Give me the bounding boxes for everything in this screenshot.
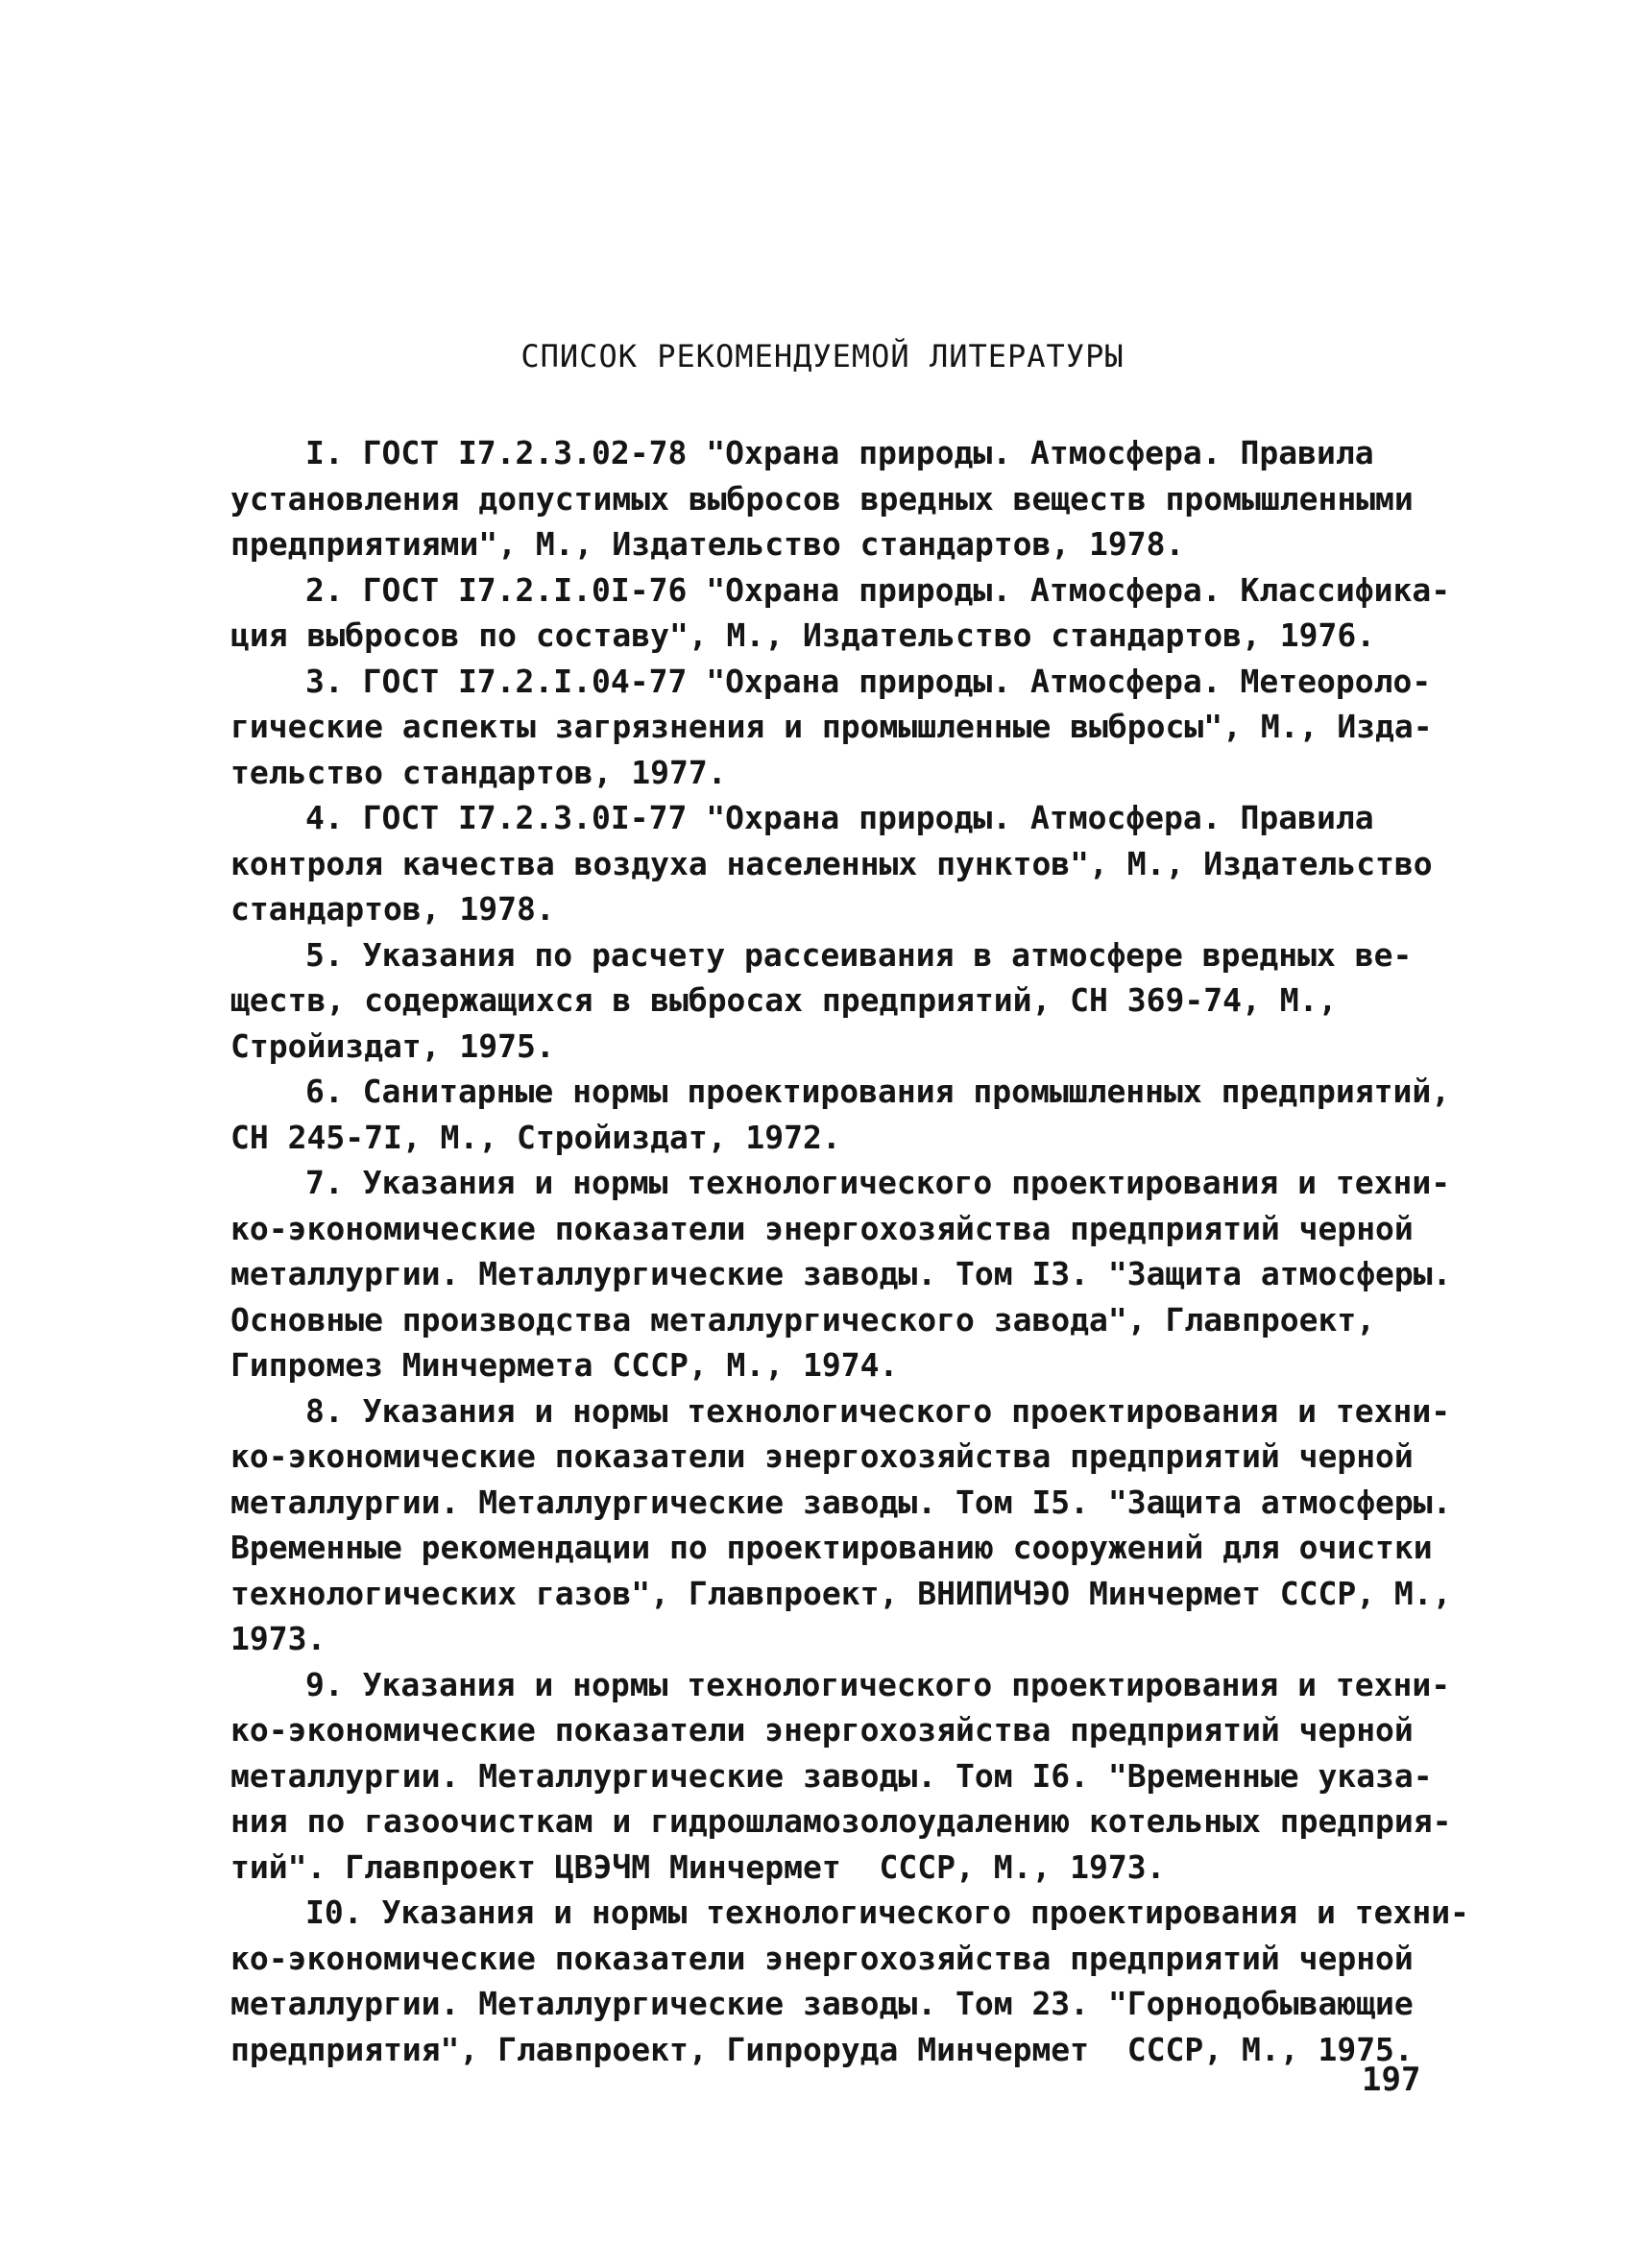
reference-line: 1973.	[230, 1620, 327, 1657]
reference-line: металлургии. Металлургические заводы. Том I6. "Временные указа-	[230, 1756, 1433, 1795]
reference-line: Временные рекомендации по проектированию сооружений для очистки	[230, 1529, 1433, 1566]
reference-line: 7. Указания и нормы технологического проектирования и техни-	[305, 1164, 1451, 1201]
reference-line: ко-экономические показатели энергохозяйства предприятий черной	[230, 1939, 1414, 1977]
page-title: СПИСОК РЕКОМЕНДУЕМОЙ ЛИТЕРАТУРЫ	[520, 338, 1125, 374]
reference-item	[230, 430, 1440, 567]
reference-line: стандартов, 1978.	[230, 890, 555, 928]
reference-line: 9. Указания и нормы технологического проектирования и техни-	[305, 1665, 1451, 1703]
reference-item	[230, 795, 1440, 932]
reference-line: ко-экономические показатели энергохозяйства предприятий черной	[230, 1711, 1414, 1749]
reference-item	[230, 659, 1440, 796]
reference-line: металлургии. Металлургические заводы. Том I3. "Защита атмосферы.	[230, 1255, 1452, 1292]
reference-item	[230, 1388, 1452, 1662]
reference-line: металлургии. Металлургические заводы. Том 23. "Горнодобывающие	[230, 1985, 1414, 2022]
reference-list	[230, 430, 1469, 2072]
reference-item	[230, 567, 1451, 659]
reference-line: ния по газоочисткам и гидрошламозолоудалению котельных предприя-	[230, 1802, 1452, 1840]
reference-line: тий". Главпроект ЦВЭЧМ Минчермет СССР, М., 1973.	[230, 1847, 1166, 1886]
reference-item	[230, 1890, 1469, 2072]
page-number: 197	[1362, 2061, 1421, 2099]
reference-line: ко-экономические показатели энергохозяйства предприятий черной	[230, 1437, 1414, 1475]
reference-line: Стройиздат, 1975.	[230, 1026, 555, 1065]
reference-line: тельство стандартов, 1977.	[230, 753, 727, 791]
reference-item	[230, 1662, 1452, 1891]
reference-line: 8. Указания и нормы технологического проектирования и техни-	[305, 1391, 1451, 1430]
reference-line: 2. ГОСТ I7.2.I.0I-76 "Охрана природы. Атмосфера. Классифика-	[305, 570, 1451, 609]
reference-line: Основные производства металлургического завода", Главпроект,	[230, 1300, 1376, 1339]
reference-line: гические аспекты загрязнения и промышленные выбросы", М., Изда-	[230, 708, 1433, 745]
reference-line: ко-экономические показатели энергохозяйства предприятий черной	[230, 1209, 1414, 1247]
reference-line: 5. Указания по расчету рассеивания в атмосфере вредных ве-	[305, 935, 1413, 974]
reference-item	[230, 932, 1440, 1070]
reference-line: ществ, содержащихся в выбросах предприятий, СН 369-74, М.,	[230, 981, 1338, 1019]
reference-item	[230, 1069, 1451, 1160]
reference-line: 3. ГОСТ I7.2.I.04-77 "Охрана природы. Атмосфера. Метеороло-	[305, 662, 1432, 700]
reference-line: контроля качества воздуха населенных пунктов", М., Издательство	[230, 844, 1433, 882]
reference-line: СН 245-7I, М., Стройиздат, 1972.	[230, 1118, 841, 1156]
reference-line: предприятия", Главпроект, Гипроруда Минчермет СССР, М., 1975.	[230, 2030, 1414, 2068]
reference-line: I0. Указания и нормы технологического проектирования и техни-	[305, 1894, 1469, 1931]
reference-line: технологических газов", Главпроект, ВНИПИЧЭО Минчермет СССР, М.,	[230, 1574, 1452, 1612]
reference-line: I. ГОСТ I7.2.3.02-78 "Охрана природы. Атмосфера. Правила	[305, 434, 1374, 471]
reference-line: предприятиями", М., Издательство стандартов, 1978.	[230, 525, 1185, 563]
reference-line: ция выбросов по составу", М., Издательство стандартов, 1976.	[230, 616, 1376, 654]
reference-line: установления допустимых выбросов вредных веществ промышленными	[230, 479, 1414, 518]
reference-line: Гипромез Минчермета СССР, М., 1974.	[230, 1346, 899, 1384]
reference-item	[230, 1160, 1452, 1388]
reference-line: 4. ГОСТ I7.2.3.0I-77 "Охрана природы. Атмосфера. Правила	[305, 799, 1374, 836]
reference-line: 6. Санитарные нормы проектирования промышленных предприятий,	[305, 1073, 1451, 1110]
reference-line: металлургии. Металлургические заводы. Том I5. "Защита атмосферы.	[230, 1483, 1452, 1521]
